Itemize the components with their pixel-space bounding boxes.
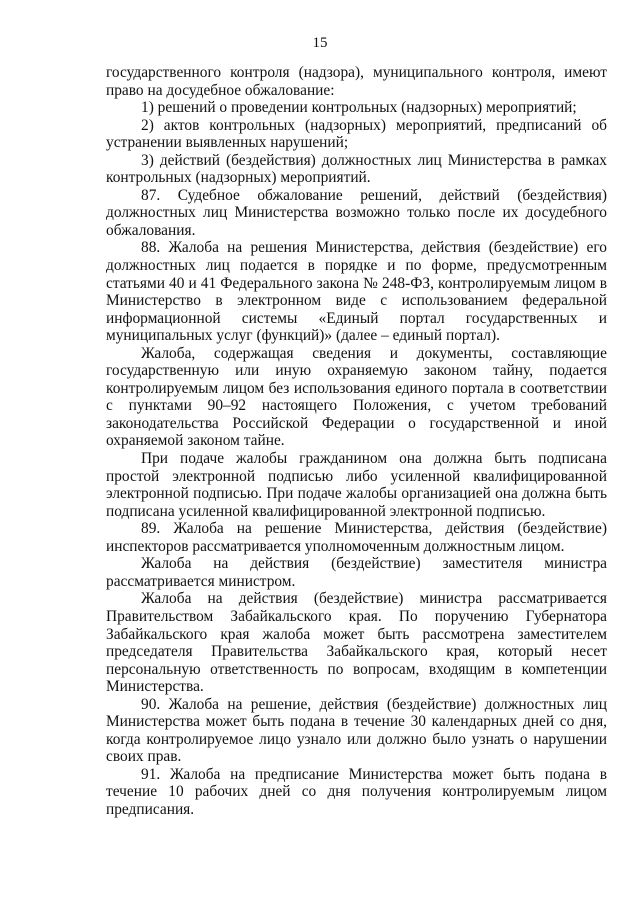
clause-89-deputy-minister: Жалоба на действия (бездействие) заместителя министра рассматривается министром. — [106, 555, 607, 590]
clause-88-secret-info: Жалоба, содержащая сведения и документы, составляющие государственную или иную охраняемую законом тайну, подается контролируемым лицом без использования единого портала в соответствии с пунктами 90–92 настоящего Положения, с учетом требований законодательства Российской Федерации о государственной и иной охраняемой законом тайне. — [106, 344, 607, 450]
clause-88-signature: При подаче жалобы гражданином она должна быть подписана простой электронной подписью либо усиленной квалифицированной электронной подписью. При подаче жалобы организацией она должна быть подписана усиленной квалифицированной электронной подписью. — [106, 450, 607, 520]
clause-88: 88. Жалоба на решения Министерства, действия (бездействие) его должностных лиц подается в порядке и по форме, предусмотренным статьями 40 и 41 Федерального закона № 248-ФЗ, контролируемым лицом в Министерство в электронном виде с использованием федеральной информационной системы «Единый портал государственных и муниципальных услуг (функций)» (далее – единый портал). — [106, 239, 607, 345]
page-number: 15 — [312, 35, 328, 51]
list-item-1: 1) решений о проведении контрольных (надзорных) мероприятий; — [141, 99, 577, 117]
clause-91: 91. Жалоба на предписание Министерства может быть подана в течение 10 рабочих дней со дня получения контролируемым лицом предписания. — [106, 765, 607, 818]
list-item-2: 2) актов контрольных (надзорных) мероприятий, предписаний об устранении выявленных нарушений; — [106, 116, 607, 152]
paragraph-continuation: государственного контроля (надзора), муниципального контроля, имеют право на досудебное обжалование: — [106, 64, 607, 99]
clause-90: 90. Жалоба на решение, действия (бездействие) должностных лиц Министерства может быть подана в течение 30 календарных дней со дня, когда контролируемое лицо узнало или должно было узнать о нарушении своих прав. — [106, 695, 607, 766]
clause-89: 89. Жалоба на решение Министерства, действия (бездействие) инспекторов рассматривается уполномоченным должностным лицом. — [106, 520, 607, 555]
list-item-3: 3) действий (бездействия) должностных лиц Министерства в рамках контрольных (надзорных) мероприятий. — [106, 151, 607, 187]
document-body — [106, 64, 607, 819]
clause-87: 87. Судебное обжалование решений, действий (бездействия) должностных лиц Министерства возможно только после их досудебного обжалования. — [106, 186, 607, 239]
clause-89-minister: Жалоба на действия (бездействие) министра рассматривается Правительством Забайкальского края. По поручению Губернатора Забайкальского края жалоба может быть рассмотрена заместителем председателя Правительства Забайкальского края, который несет персональную ответственность по вопросам, входящим в компетенции Министерства. — [106, 590, 607, 696]
